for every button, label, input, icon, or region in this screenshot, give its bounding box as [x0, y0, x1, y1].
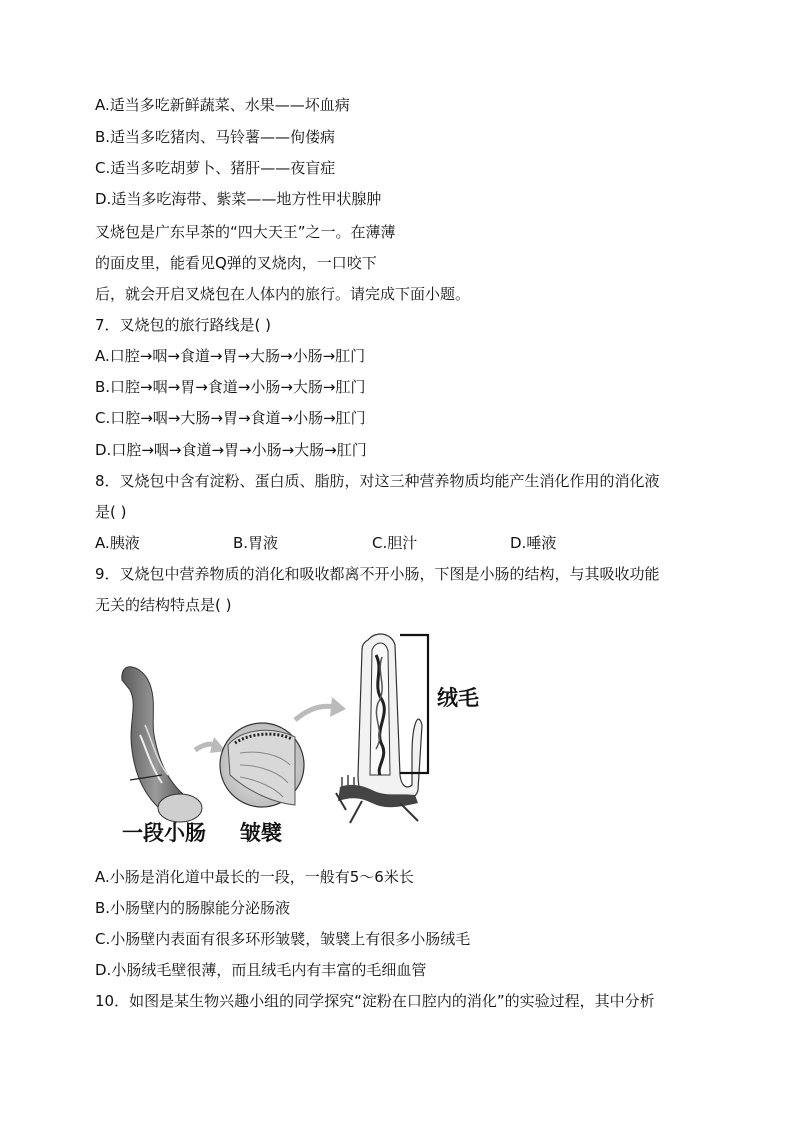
q7-option-a: A.口腔→咽→食道→胃→大肠→小肠→肛门 [95, 347, 366, 365]
q8-option-c: C.胆汁 [372, 534, 418, 552]
small-intestine-diagram [100, 625, 500, 855]
label-fold: 皱襞 [240, 821, 282, 845]
q10-stem-line-1: 10．如图是某生物兴趣小组的同学探究“淀粉在口腔内的消化”的实验过程，其中分析 [95, 992, 655, 1010]
q8-option-d: D.唾液 [510, 534, 557, 552]
passage-line-2: 的面皮里，能看见Q弹的叉烧肉，一口咬下 [95, 254, 377, 272]
passage-line-1: 叉烧包是广东早茶的“四大天王”之一。在薄薄 [95, 223, 396, 241]
q6-option-d: D.适当多吃海带、紫菜——地方性甲状腺肿 [95, 190, 382, 208]
q9-option-b: B.小肠壁内的肠腺能分泌肠液 [95, 899, 291, 917]
q8-option-a: A.胰液 [95, 534, 140, 552]
intestine-segment-drawing [122, 667, 202, 822]
small-intestine-figure [100, 625, 500, 855]
q7-option-b: B.口腔→咽→胃→食道→小肠→大肠→肛门 [95, 378, 366, 396]
label-villus: 绒毛 [437, 686, 479, 710]
label-intestine: 一段小肠 [122, 821, 206, 845]
q9-stem-line-2: 无关的结构特点是( ) [95, 596, 232, 614]
q6-option-b: B.适当多吃猪肉、马铃薯——佝偻病 [95, 128, 336, 146]
q6-option-a: A.适当多吃新鲜蔬菜、水果——坏血病 [95, 96, 350, 114]
q6-option-c: C.适当多吃胡萝卜、猪肝——夜盲症 [95, 159, 336, 177]
q7-option-c: C.口腔→咽→大肠→胃→食道→小肠→肛门 [95, 409, 366, 427]
q8-stem-line-1: 8．叉烧包中含有淀粉、蛋白质、脂肪，对这三种营养物质均能产生消化作用的消化液 [95, 472, 660, 490]
q9-option-d: D.小肠绒毛壁很薄，而且绒毛内有丰富的毛细血管 [95, 961, 427, 979]
q7-stem: 7．叉烧包的旅行路线是( ) [95, 316, 272, 334]
q9-option-a: A.小肠是消化道中最长的一段，一般有5～6米长 [95, 868, 414, 886]
q8-option-b: B.胃液 [233, 534, 279, 552]
q9-stem-line-1: 9．叉烧包中营养物质的消化和吸收都离不开小肠，下图是小肠的结构，与其吸收功能 [95, 565, 660, 583]
q9-option-c: C.小肠壁内表面有很多环形皱襞，皱襞上有很多小肠绒毛 [95, 930, 471, 948]
q8-stem-line-2: 是( ) [95, 503, 127, 521]
villus-drawing [336, 634, 428, 823]
fold-drawing [220, 723, 304, 807]
arrow-2 [295, 706, 335, 720]
q7-option-d: D.口腔→咽→食道→胃→小肠→大肠→肛门 [95, 441, 367, 459]
passage-line-3: 后，就会开启叉烧包在人体内的旅行。请完成下面小题。 [95, 285, 471, 303]
